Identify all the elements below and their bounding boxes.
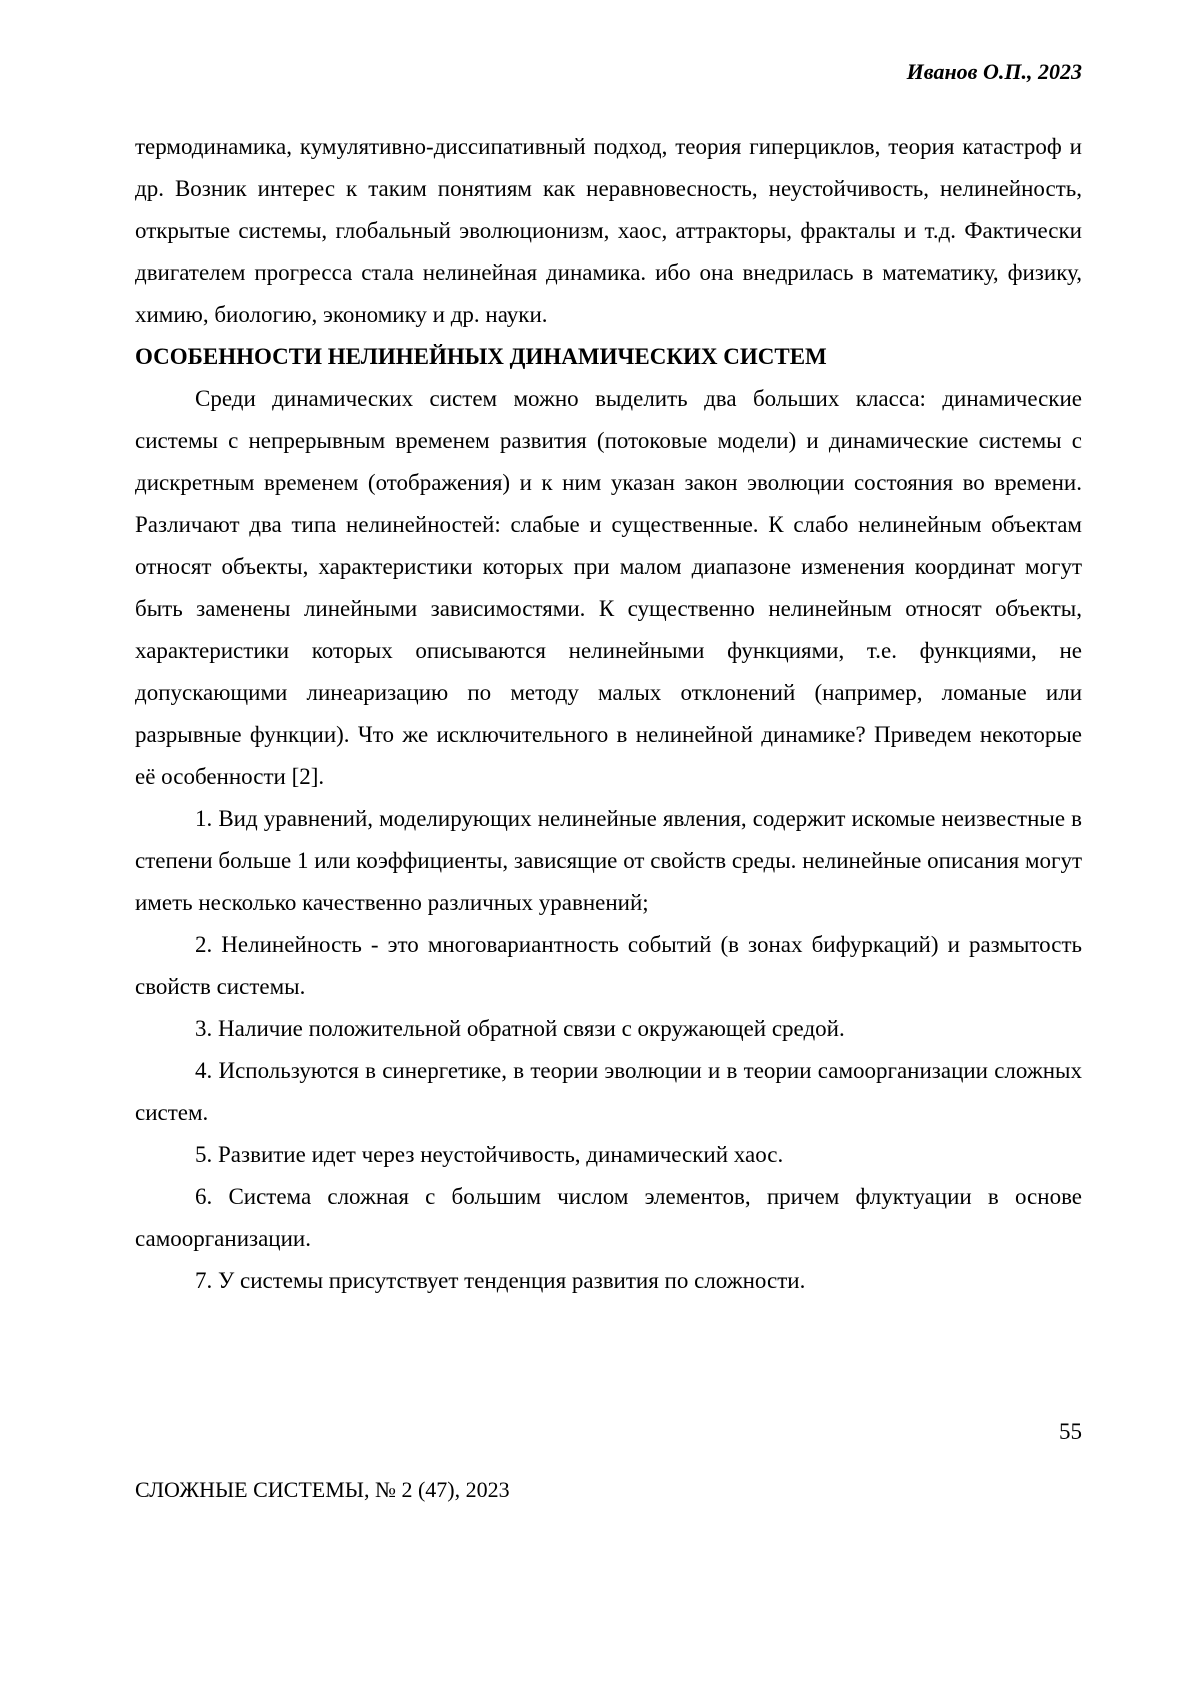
journal-footer: СЛОЖНЫЕ СИСТЕМЫ, № 2 (47), 2023 [135, 1477, 510, 1502]
list-item: 7. У системы присутствует тенденция развития по сложности. [195, 1268, 806, 1293]
paragraph-intro: Среди динамических систем можно выделить два больших класса: динамические системы с непрерывным временем развития (потоковые модели) и динамические системы с дискретным временем (отображения) и к ним указан закон эволюции состояния во времени. Различают два типа нелинейностей: слабые и существенные. К слабо нелинейным объектам относят объекты, характеристики которых при малом диапазоне изменения координат могут быть заменены линейными зависимостями. К существенно нелинейным относят объекты, характеристики которых описываются нелинейными функциями, т.е. функциями, не допускающими линеаризацию по методу малых отклонений (например, ломаные или разрывные функции). Что же исключительного в нелинейной динамике? Приведем некоторые её особенности [2]. [135, 386, 1082, 789]
list-item: 5. Развитие идет через неустойчивость, динамический хаос. [195, 1142, 784, 1167]
header-author: Иванов О.П., 2023 [906, 59, 1082, 84]
list-item: 3. Наличие положительной обратной связи с окружающей средой. [195, 1016, 845, 1041]
list-item: 1. Вид уравнений, моделирующих нелинейные явления, содержит искомые неизвестные в степени больше 1 или коэффициенты, зависящие от свойств среды. нелинейные описания могут иметь несколько качественно различных уравнений; [135, 806, 1082, 915]
list-item: 4. Используются в синергетике, в теории эволюции и в теории самоорганизации сложных систем. [135, 1058, 1082, 1125]
page-number: 55 [1059, 1419, 1082, 1444]
section-heading: ОСОБЕННОСТИ НЕЛИНЕЙНЫХ ДИНАМИЧЕСКИХ СИСТЕМ [135, 344, 827, 369]
list-item: 2. Нелинейность - это многовариантность событий (в зонах бифуркаций) и размытость свойств системы. [135, 932, 1082, 999]
page-body [135, 126, 1082, 1302]
paragraph-continuation: термодинамика, кумулятивно-диссипативный подход, теория гиперциклов, теория катастроф и др. Возник интерес к таким понятиям как неравновесность, неустойчивость, нелинейность, открытые системы, глобальный эволюционизм, хаос, аттракторы, фракталы и т.д. Фактически двигателем прогресса стала нелинейная динамика. ибо она внедрилась в математику, физику, химию, биологию, экономику и др. науки. [135, 134, 1082, 327]
list-item: 6. Система сложная с большим числом элементов, причем флуктуации в основе самоорганизации. [135, 1184, 1082, 1251]
